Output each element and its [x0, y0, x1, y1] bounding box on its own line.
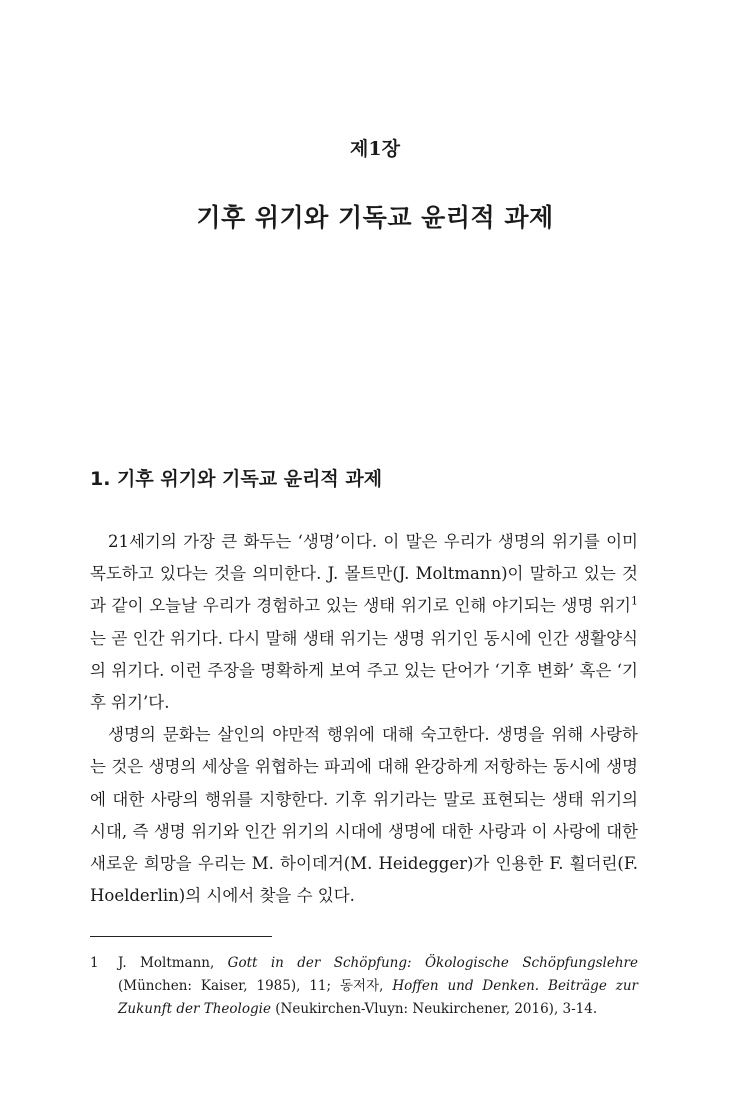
- paragraph-1-part-a: 21세기의 가장 큰 화두는 ‘생명’이다. 이 말은 우리가 생명의 위기를 이미 목도하고 있다는 것을 의미한다. J. 몰트만(J. Moltmann)이 말하고 있는 것과 같이 오늘날 우리가 경험하고 있는 생태 위기로 인해 야기되는 생명 위기: [90, 532, 638, 616]
- footnote-text: [118, 952, 638, 1021]
- paragraph-1-part-b: 는 곧 인간 위기다. 다시 말해 생태 위기는 생명 위기인 동시에 인간 생활양식의 위기다. 이런 주장을 명확하게 보여 주고 있는 단어가 ‘기후 변화’ 혹은 ‘기후 위기’다.: [90, 628, 638, 713]
- body-text: [90, 526, 638, 912]
- footnote-text-1: J. Moltmann,: [118, 955, 228, 971]
- footnote-text-2: (München: Kaiser, 1985), 11; 동저자,: [118, 978, 393, 994]
- chapter-label: 제1장: [350, 138, 400, 160]
- footnote: [90, 952, 638, 1021]
- paragraph-2: 생명의 문화는 살인의 야만적 행위에 대해 숙고한다. 생명을 위해 사랑하는 것은 생명의 세상을 위협하는 파괴에 대해 완강하게 저항하는 동시에 생명에 대한 사랑의 행위를 지향한다. 기후 위기라는 말로 표현되는 생태 위기의 시대, 즉 생명 위기와 인간 위기의 시대에 생명에 대한 사랑과 이 사랑에 대한 새로운 희망을 우리는 M. 하이데거(M. Heidegger)가 인용한 F. 횔더린(F. Hoelderlin)의 시에서 찾을 수 있다.: [90, 725, 638, 906]
- footnote-book-title-2: Hoffen und Denken. Beiträge zur Zukunft der Theologie: [118, 978, 639, 1017]
- footnote-number: 1: [90, 955, 99, 971]
- paragraph-1: [90, 526, 638, 719]
- footnote-text-3: (Neukirchen-Vluyn: Neukirchener, 2016), 3-14.: [270, 1001, 598, 1017]
- footnote-book-title-1: Gott in der Schöpfung: Ökologische Schöpfungslehre: [227, 955, 638, 971]
- chapter-title: 기후 위기와 기독교 윤리적 과제: [196, 203, 554, 232]
- section-heading: 1. 기후 위기와 기독교 윤리적 과제: [90, 468, 383, 490]
- footnote-reference[interactable]: 1: [631, 594, 638, 608]
- footnote-divider: [90, 936, 272, 937]
